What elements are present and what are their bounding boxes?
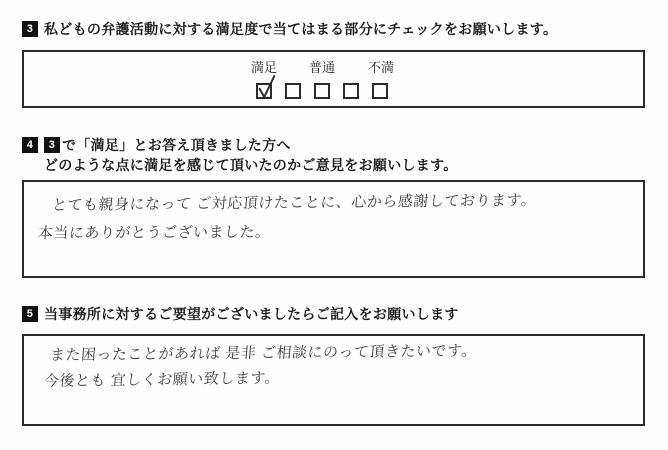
rating-label-satisfied: 満足	[250, 60, 278, 75]
section-4-heading	[22, 135, 291, 155]
satisfaction-comment-box[interactable]	[22, 180, 645, 278]
section-5-heading	[22, 304, 459, 324]
handwritten-request-line: また困ったことがあれば 是非 ご相談にのって頂きたいです。	[49, 342, 478, 364]
section-4-title-line1: で「満足」とお答え頂きました方へ	[62, 137, 291, 153]
check-mark-icon	[256, 73, 278, 101]
section-5-title: 当事務所に対するご要望がございましたらご記入をお願いします	[44, 306, 459, 322]
handwritten-request-line: 今後とも 宜しくお願い致します。	[43, 369, 281, 390]
satisfaction-checkbox-2[interactable]	[285, 83, 301, 99]
section-4-number-badge: 4	[22, 137, 38, 153]
rating-label-neutral: 普通	[308, 60, 336, 75]
section-3-heading	[22, 19, 557, 39]
rating-label-dissatisfied: 不満	[367, 60, 395, 75]
handwritten-comment-line: 本当にありがとうございました。	[37, 223, 272, 242]
section-3-reference-badge: 3	[44, 137, 60, 153]
satisfaction-answer-box	[22, 50, 645, 108]
request-comment-box[interactable]	[22, 334, 645, 426]
section-3-number-badge: 3	[22, 21, 38, 37]
section-5-number-badge: 5	[22, 306, 38, 322]
section-4-title-line2: どのような点に満足を感じて頂いたのかご意見をお願いします。	[44, 157, 458, 173]
satisfaction-checkbox-1[interactable]	[256, 83, 272, 99]
satisfaction-checkbox-row	[256, 83, 388, 99]
satisfaction-checkbox-5[interactable]	[372, 83, 388, 99]
satisfaction-checkbox-3[interactable]	[314, 83, 330, 99]
handwritten-comment-line: とても親身になって ご対応頂けたことに、心から感謝しております。	[51, 191, 537, 214]
satisfaction-checkbox-4[interactable]	[343, 83, 359, 99]
section-3-title: 私どもの弁護活動に対する満足度で当てはまる部分にチェックをお願いします。	[44, 21, 558, 37]
satisfaction-rating-group	[250, 57, 406, 105]
